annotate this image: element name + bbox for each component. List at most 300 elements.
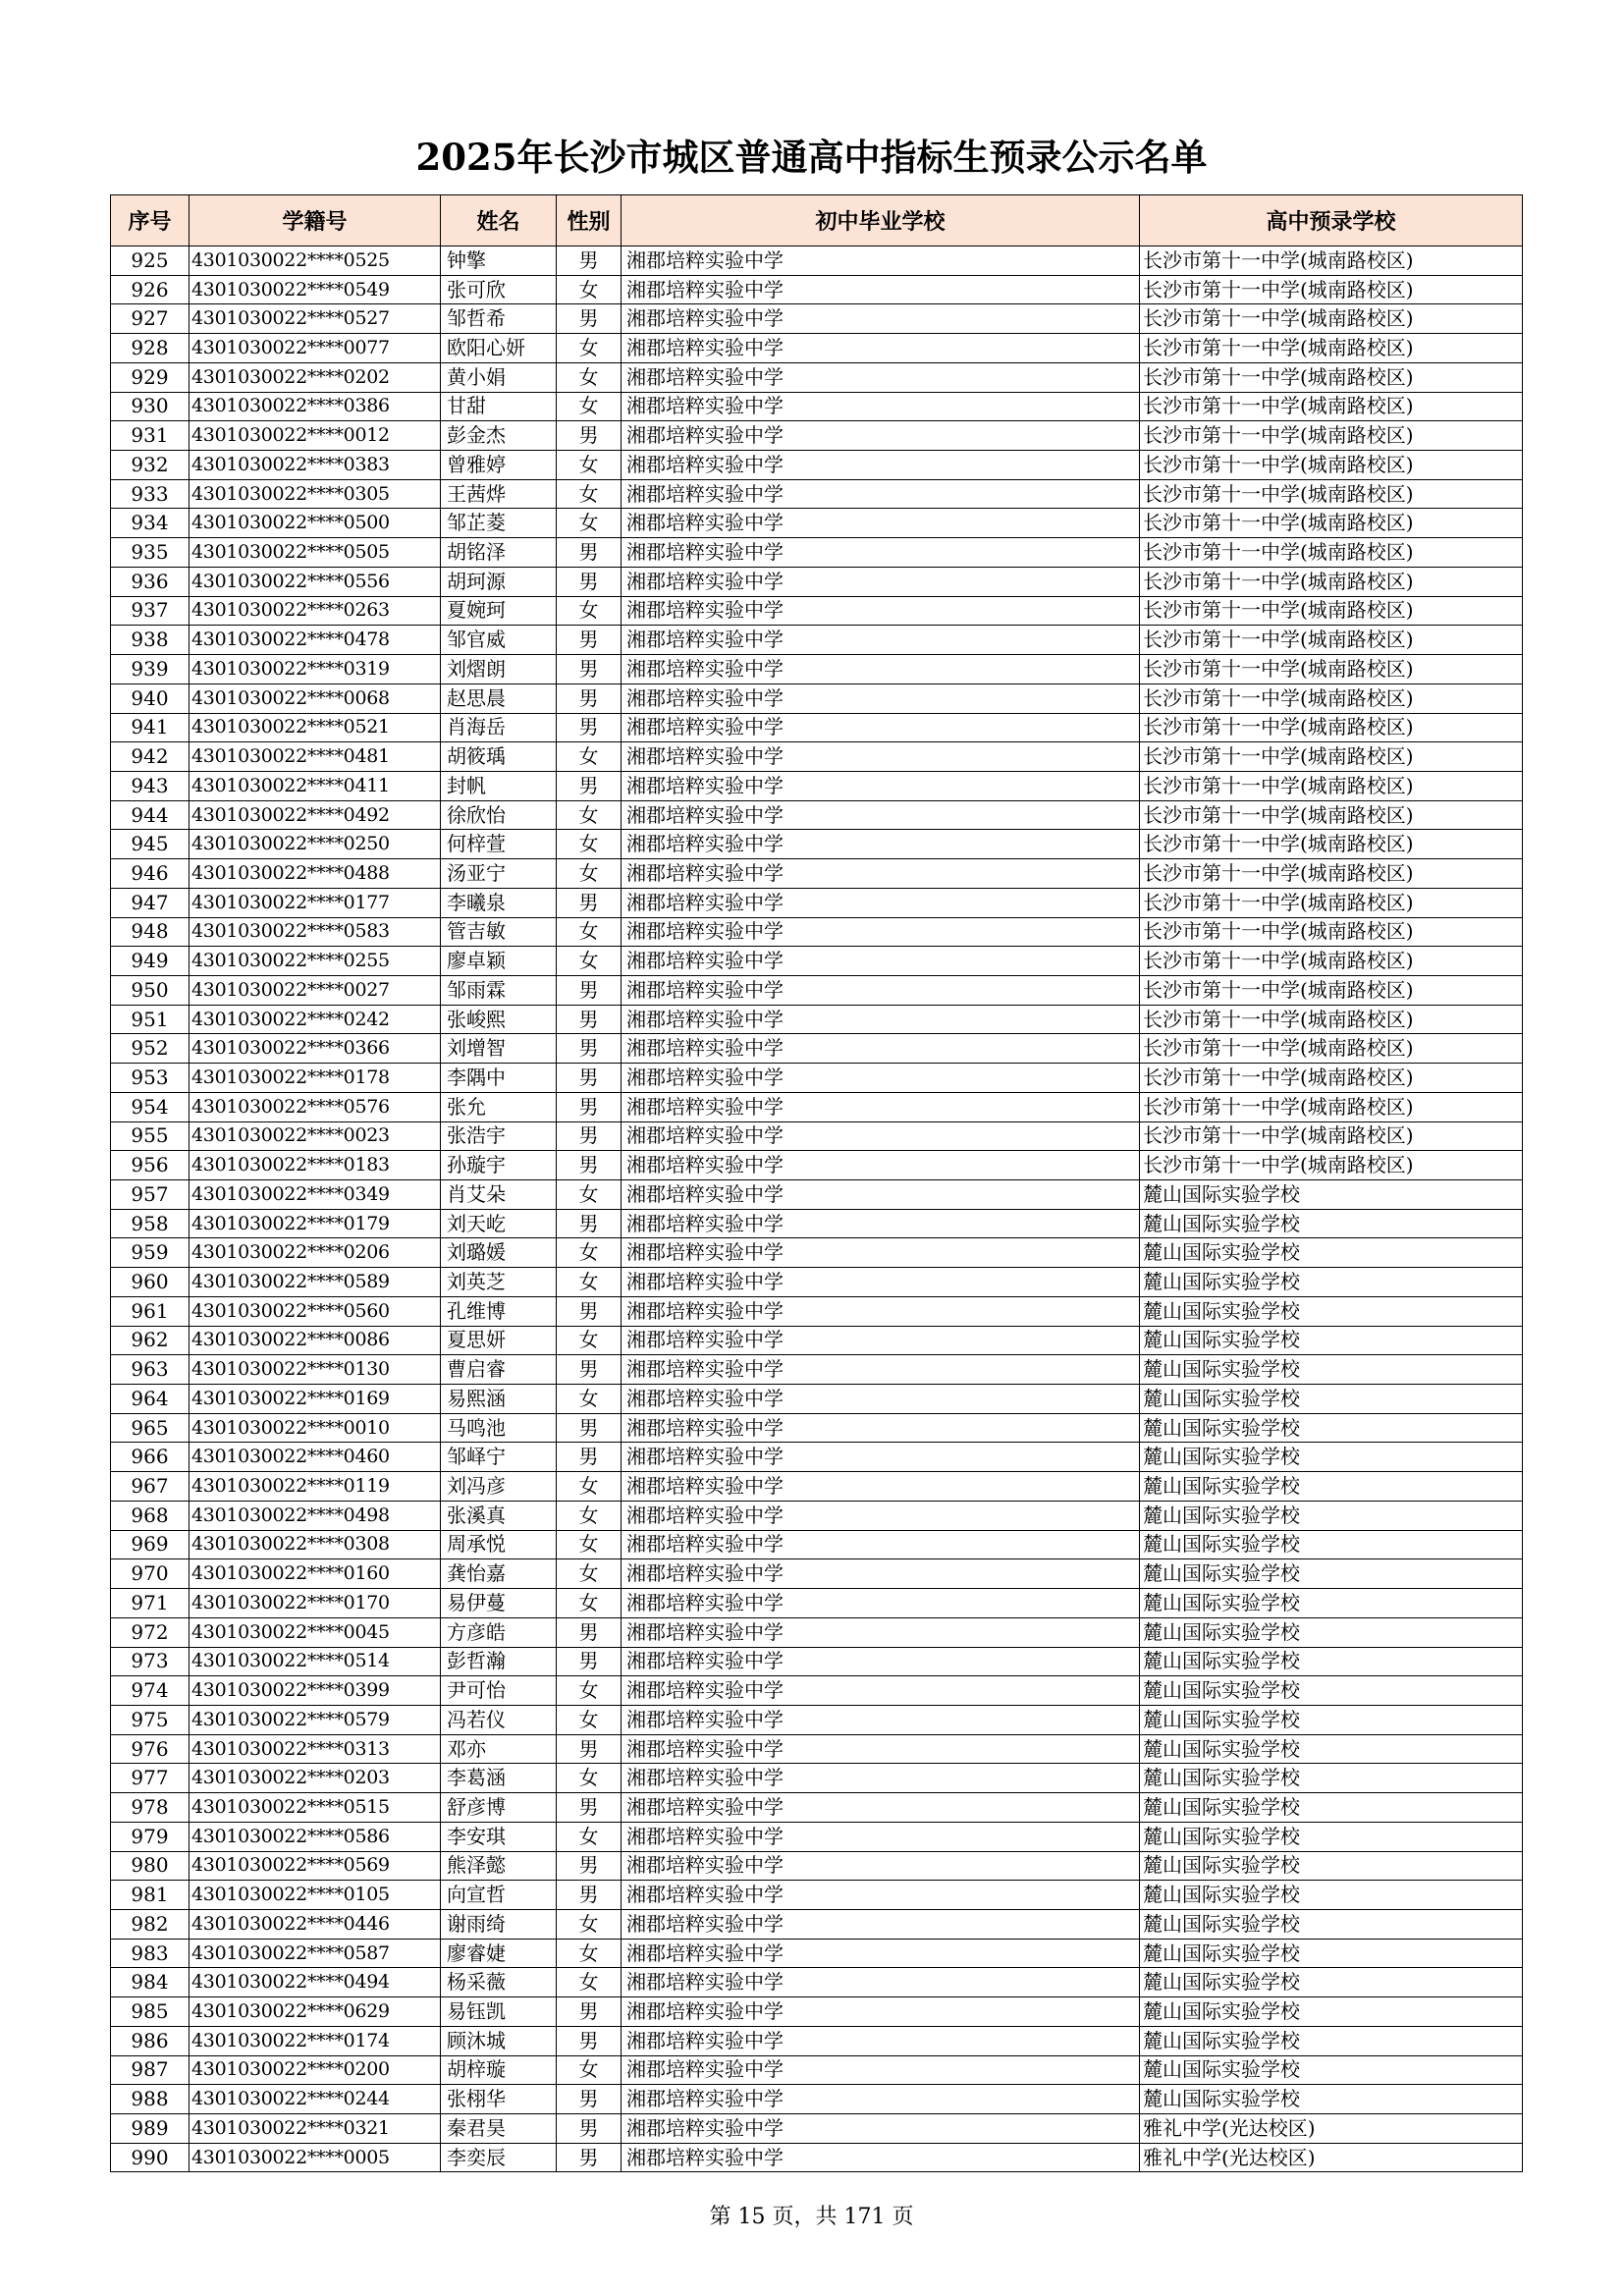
cell-gender: 男 — [557, 1734, 622, 1764]
cell-high-school: 麓山国际实验学校 — [1140, 1296, 1523, 1326]
table-row — [111, 392, 1523, 421]
cell-middle-school: 湘郡培粹实验中学 — [622, 1997, 1140, 2027]
cell-student-id: 4301030022****0305 — [189, 479, 441, 509]
cell-serial-number: 981 — [111, 1881, 189, 1910]
cell-gender: 女 — [557, 451, 622, 480]
cell-high-school: 麓山国际实验学校 — [1140, 1443, 1523, 1472]
cell-serial-number: 930 — [111, 392, 189, 421]
table-row — [111, 275, 1523, 304]
cell-name: 顾沐城 — [441, 2026, 557, 2055]
cell-middle-school: 湘郡培粹实验中学 — [622, 479, 1140, 509]
cell-name: 龚怡嘉 — [441, 1559, 557, 1589]
cell-student-id: 4301030022****0170 — [189, 1589, 441, 1618]
table-row — [111, 362, 1523, 392]
cell-high-school: 长沙市第十一中学(城南路校区) — [1140, 859, 1523, 889]
cell-gender: 男 — [557, 888, 622, 917]
cell-name: 彭金杰 — [441, 421, 557, 451]
cell-serial-number: 931 — [111, 421, 189, 451]
table-row — [111, 451, 1523, 480]
cell-gender: 女 — [557, 1822, 622, 1851]
table-row — [111, 1326, 1523, 1355]
cell-high-school: 麓山国际实验学校 — [1140, 1705, 1523, 1734]
table-row — [111, 1881, 1523, 1910]
cell-student-id: 4301030022****0244 — [189, 2085, 441, 2114]
cell-gender: 男 — [557, 655, 622, 684]
cell-name: 张栩华 — [441, 2085, 557, 2114]
cell-gender: 女 — [557, 1501, 622, 1530]
cell-high-school: 长沙市第十一中学(城南路校区) — [1140, 683, 1523, 713]
cell-student-id: 4301030022****0488 — [189, 859, 441, 889]
cell-serial-number: 984 — [111, 1968, 189, 1997]
cell-name: 甘甜 — [441, 392, 557, 421]
table-row — [111, 421, 1523, 451]
cell-middle-school: 湘郡培粹实验中学 — [622, 1092, 1140, 1121]
table-row — [111, 1034, 1523, 1064]
cell-student-id: 4301030022****0556 — [189, 567, 441, 596]
cell-gender: 男 — [557, 1881, 622, 1910]
cell-gender: 男 — [557, 421, 622, 451]
cell-student-id: 4301030022****0411 — [189, 771, 441, 800]
cell-gender: 女 — [557, 1180, 622, 1210]
cell-name: 张溪真 — [441, 1501, 557, 1530]
cell-high-school: 麓山国际实验学校 — [1140, 1939, 1523, 1968]
cell-student-id: 4301030022****0446 — [189, 1909, 441, 1939]
cell-student-id: 4301030022****0560 — [189, 1296, 441, 1326]
cell-middle-school: 湘郡培粹实验中学 — [622, 1939, 1140, 1968]
cell-middle-school: 湘郡培粹实验中学 — [622, 451, 1140, 480]
cell-gender: 女 — [557, 2055, 622, 2085]
cell-high-school: 长沙市第十一中学(城南路校区) — [1140, 888, 1523, 917]
cell-gender: 男 — [557, 567, 622, 596]
cell-middle-school: 湘郡培粹实验中学 — [622, 771, 1140, 800]
cell-name: 张可欣 — [441, 275, 557, 304]
cell-high-school: 长沙市第十一中学(城南路校区) — [1140, 771, 1523, 800]
cell-serial-number: 970 — [111, 1559, 189, 1589]
table-row — [111, 509, 1523, 538]
cell-high-school: 麓山国际实验学校 — [1140, 1180, 1523, 1210]
cell-serial-number: 987 — [111, 2055, 189, 2085]
cell-gender: 男 — [557, 975, 622, 1005]
cell-high-school: 麓山国际实验学校 — [1140, 1472, 1523, 1502]
cell-serial-number: 988 — [111, 2085, 189, 2114]
cell-middle-school: 湘郡培粹实验中学 — [622, 1734, 1140, 1764]
cell-gender: 女 — [557, 1472, 622, 1502]
cell-middle-school: 湘郡培粹实验中学 — [622, 1326, 1140, 1355]
cell-gender: 男 — [557, 1413, 622, 1443]
cell-gender: 女 — [557, 1676, 622, 1706]
cell-middle-school: 湘郡培粹实验中学 — [622, 596, 1140, 626]
cell-high-school: 麓山国际实验学校 — [1140, 1413, 1523, 1443]
cell-serial-number: 990 — [111, 2143, 189, 2172]
document-title: 2025年长沙市城区普通高中指标生预录公示名单 — [415, 136, 1208, 179]
cell-gender: 男 — [557, 246, 622, 276]
cell-gender: 女 — [557, 1559, 622, 1589]
cell-high-school: 长沙市第十一中学(城南路校区) — [1140, 538, 1523, 568]
cell-student-id: 4301030022****0105 — [189, 1881, 441, 1910]
cell-gender: 女 — [557, 596, 622, 626]
cell-middle-school: 湘郡培粹实验中学 — [622, 509, 1140, 538]
cell-high-school: 麓山国际实验学校 — [1140, 1764, 1523, 1793]
page-footer: 第 15 页，共 171 页 — [709, 2205, 914, 2229]
cell-gender: 男 — [557, 771, 622, 800]
cell-middle-school: 湘郡培粹实验中学 — [622, 655, 1140, 684]
cell-student-id: 4301030022****0177 — [189, 888, 441, 917]
table-row — [111, 1530, 1523, 1559]
cell-gender: 女 — [557, 1326, 622, 1355]
cell-name: 向宣哲 — [441, 1881, 557, 1910]
cell-student-id: 4301030022****0399 — [189, 1676, 441, 1706]
cell-name: 杨采薇 — [441, 1968, 557, 1997]
cell-high-school: 长沙市第十一中学(城南路校区) — [1140, 655, 1523, 684]
cell-student-id: 4301030022****0481 — [189, 742, 441, 772]
cell-serial-number: 929 — [111, 362, 189, 392]
cell-student-id: 4301030022****0629 — [189, 1997, 441, 2027]
table-row — [111, 2143, 1523, 2172]
cell-middle-school: 湘郡培粹实验中学 — [622, 1822, 1140, 1851]
cell-high-school: 麓山国际实验学校 — [1140, 1355, 1523, 1385]
table-row — [111, 1443, 1523, 1472]
cell-name: 李隅中 — [441, 1064, 557, 1093]
cell-name: 邹雨霖 — [441, 975, 557, 1005]
cell-serial-number: 938 — [111, 626, 189, 655]
cell-student-id: 4301030022****0498 — [189, 1501, 441, 1530]
table-row — [111, 830, 1523, 859]
cell-middle-school: 湘郡培粹实验中学 — [622, 1530, 1140, 1559]
cell-serial-number: 977 — [111, 1764, 189, 1793]
cell-name: 曹启睿 — [441, 1355, 557, 1385]
cell-student-id: 4301030022****0527 — [189, 304, 441, 334]
cell-student-id: 4301030022****0521 — [189, 713, 441, 742]
cell-gender: 男 — [557, 1647, 622, 1676]
table-row — [111, 1501, 1523, 1530]
cell-middle-school: 湘郡培粹实验中学 — [622, 1559, 1140, 1589]
table-row — [111, 1676, 1523, 1706]
cell-gender: 男 — [557, 1092, 622, 1121]
cell-name: 李葛涵 — [441, 1764, 557, 1793]
cell-name: 李奕辰 — [441, 2143, 557, 2172]
cell-middle-school: 湘郡培粹实验中学 — [622, 888, 1140, 917]
cell-name: 曾雅婷 — [441, 451, 557, 480]
table-row — [111, 917, 1523, 947]
cell-middle-school: 湘郡培粹实验中学 — [622, 2114, 1140, 2144]
cell-name: 夏思妍 — [441, 1326, 557, 1355]
cell-student-id: 4301030022****0077 — [189, 334, 441, 363]
cell-middle-school: 湘郡培粹实验中学 — [622, 1705, 1140, 1734]
cell-middle-school: 湘郡培粹实验中学 — [622, 830, 1140, 859]
cell-student-id: 4301030022****0308 — [189, 1530, 441, 1559]
cell-name: 胡筱瑀 — [441, 742, 557, 772]
cell-gender: 女 — [557, 1705, 622, 1734]
cell-gender: 男 — [557, 1064, 622, 1093]
cell-high-school: 长沙市第十一中学(城南路校区) — [1140, 917, 1523, 947]
cell-serial-number: 968 — [111, 1501, 189, 1530]
table-row — [111, 1851, 1523, 1881]
table-row — [111, 1151, 1523, 1180]
cell-middle-school: 湘郡培粹实验中学 — [622, 975, 1140, 1005]
cell-middle-school: 湘郡培粹实验中学 — [622, 1472, 1140, 1502]
table-row — [111, 304, 1523, 334]
cell-gender: 男 — [557, 1997, 622, 2027]
cell-student-id: 4301030022****0478 — [189, 626, 441, 655]
table-row — [111, 859, 1523, 889]
cell-high-school: 麓山国际实验学校 — [1140, 1617, 1523, 1647]
cell-high-school: 长沙市第十一中学(城南路校区) — [1140, 304, 1523, 334]
cell-middle-school: 湘郡培粹实验中学 — [622, 362, 1140, 392]
table-row — [111, 1296, 1523, 1326]
cell-name: 邹哲希 — [441, 304, 557, 334]
cell-student-id: 4301030022****0386 — [189, 392, 441, 421]
cell-serial-number: 927 — [111, 304, 189, 334]
table-row — [111, 246, 1523, 276]
cell-student-id: 4301030022****0515 — [189, 1793, 441, 1823]
cell-name: 周承悦 — [441, 1530, 557, 1559]
cell-name: 易钰凯 — [441, 1997, 557, 2027]
table-row — [111, 1472, 1523, 1502]
cell-gender: 男 — [557, 304, 622, 334]
cell-name: 胡铭泽 — [441, 538, 557, 568]
cell-gender: 男 — [557, 713, 622, 742]
cell-name: 孙璇宇 — [441, 1151, 557, 1180]
cell-middle-school: 湘郡培粹实验中学 — [622, 1005, 1140, 1034]
cell-student-id: 4301030022****0160 — [189, 1559, 441, 1589]
cell-name: 刘熠朗 — [441, 655, 557, 684]
header-name: 姓名 — [441, 195, 557, 246]
table-row — [111, 1764, 1523, 1793]
cell-gender: 女 — [557, 479, 622, 509]
cell-serial-number: 942 — [111, 742, 189, 772]
cell-middle-school: 湘郡培粹实验中学 — [622, 1151, 1140, 1180]
cell-gender: 男 — [557, 2026, 622, 2055]
cell-middle-school: 湘郡培粹实验中学 — [622, 1647, 1140, 1676]
cell-student-id: 4301030022****0313 — [189, 1734, 441, 1764]
cell-student-id: 4301030022****0505 — [189, 538, 441, 568]
cell-middle-school: 湘郡培粹实验中学 — [622, 275, 1140, 304]
cell-student-id: 4301030022****0183 — [189, 1151, 441, 1180]
cell-name: 肖海岳 — [441, 713, 557, 742]
cell-serial-number: 983 — [111, 1939, 189, 1968]
cell-student-id: 4301030022****0005 — [189, 2143, 441, 2172]
cell-serial-number: 928 — [111, 334, 189, 363]
cell-serial-number: 973 — [111, 1647, 189, 1676]
cell-high-school: 长沙市第十一中学(城南路校区) — [1140, 626, 1523, 655]
cell-student-id: 4301030022****0203 — [189, 1764, 441, 1793]
cell-gender: 男 — [557, 1209, 622, 1238]
cell-serial-number: 941 — [111, 713, 189, 742]
cell-name: 易伊蔓 — [441, 1589, 557, 1618]
cell-serial-number: 964 — [111, 1385, 189, 1414]
table-row — [111, 1822, 1523, 1851]
cell-high-school: 麓山国际实验学校 — [1140, 1268, 1523, 1297]
table-row — [111, 1005, 1523, 1034]
cell-serial-number: 926 — [111, 275, 189, 304]
cell-middle-school: 湘郡培粹实验中学 — [622, 2055, 1140, 2085]
cell-middle-school: 湘郡培粹实验中学 — [622, 1209, 1140, 1238]
table-row — [111, 1617, 1523, 1647]
cell-middle-school: 湘郡培粹实验中学 — [622, 567, 1140, 596]
cell-gender: 女 — [557, 742, 622, 772]
cell-serial-number: 975 — [111, 1705, 189, 1734]
cell-middle-school: 湘郡培粹实验中学 — [622, 917, 1140, 947]
cell-serial-number: 965 — [111, 1413, 189, 1443]
cell-high-school: 长沙市第十一中学(城南路校区) — [1140, 1121, 1523, 1151]
cell-gender: 男 — [557, 538, 622, 568]
cell-name: 谢雨绮 — [441, 1909, 557, 1939]
cell-name: 熊泽懿 — [441, 1851, 557, 1881]
cell-gender: 男 — [557, 1443, 622, 1472]
cell-middle-school: 湘郡培粹实验中学 — [622, 538, 1140, 568]
cell-high-school: 麓山国际实验学校 — [1140, 1881, 1523, 1910]
cell-middle-school: 湘郡培粹实验中学 — [622, 1413, 1140, 1443]
cell-middle-school: 湘郡培粹实验中学 — [622, 859, 1140, 889]
cell-name: 欧阳心妍 — [441, 334, 557, 363]
cell-gender: 女 — [557, 1238, 622, 1268]
cell-serial-number: 948 — [111, 917, 189, 947]
cell-gender: 女 — [557, 362, 622, 392]
cell-high-school: 麓山国际实验学校 — [1140, 1238, 1523, 1268]
cell-middle-school: 湘郡培粹实验中学 — [622, 304, 1140, 334]
cell-student-id: 4301030022****0263 — [189, 596, 441, 626]
cell-middle-school: 湘郡培粹实验中学 — [622, 1589, 1140, 1618]
cell-name: 刘冯彦 — [441, 1472, 557, 1502]
cell-name: 张浩宇 — [441, 1121, 557, 1151]
cell-serial-number: 935 — [111, 538, 189, 568]
cell-high-school: 长沙市第十一中学(城南路校区) — [1140, 1064, 1523, 1093]
cell-name: 邹芷菱 — [441, 509, 557, 538]
table-row — [111, 947, 1523, 976]
cell-name: 胡珂源 — [441, 567, 557, 596]
table-body — [111, 246, 1523, 2172]
cell-gender: 男 — [557, 1617, 622, 1647]
cell-name: 黄小娟 — [441, 362, 557, 392]
cell-student-id: 4301030022****0494 — [189, 1968, 441, 1997]
cell-high-school: 长沙市第十一中学(城南路校区) — [1140, 1005, 1523, 1034]
cell-name: 胡梓璇 — [441, 2055, 557, 2085]
cell-name: 李曦泉 — [441, 888, 557, 917]
cell-gender: 女 — [557, 859, 622, 889]
cell-high-school: 麓山国际实验学校 — [1140, 1793, 1523, 1823]
cell-serial-number: 986 — [111, 2026, 189, 2055]
cell-middle-school: 湘郡培粹实验中学 — [622, 1793, 1140, 1823]
table-row — [111, 655, 1523, 684]
cell-middle-school: 湘郡培粹实验中学 — [622, 1851, 1140, 1881]
header-serial-number: 序号 — [111, 195, 189, 246]
cell-gender: 女 — [557, 800, 622, 830]
cell-middle-school: 湘郡培粹实验中学 — [622, 742, 1140, 772]
table-row — [111, 1121, 1523, 1151]
cell-high-school: 麓山国际实验学校 — [1140, 1559, 1523, 1589]
cell-serial-number: 944 — [111, 800, 189, 830]
table-row — [111, 1092, 1523, 1121]
cell-student-id: 4301030022****0178 — [189, 1064, 441, 1093]
cell-student-id: 4301030022****0010 — [189, 1413, 441, 1443]
cell-high-school: 麓山国际实验学校 — [1140, 1209, 1523, 1238]
cell-gender: 男 — [557, 1296, 622, 1326]
cell-high-school: 长沙市第十一中学(城南路校区) — [1140, 567, 1523, 596]
cell-middle-school: 湘郡培粹实验中学 — [622, 2143, 1140, 2172]
cell-high-school: 麓山国际实验学校 — [1140, 1676, 1523, 1706]
cell-high-school: 麓山国际实验学校 — [1140, 1851, 1523, 1881]
table-row — [111, 2114, 1523, 2144]
table-row — [111, 1559, 1523, 1589]
cell-student-id: 4301030022****0242 — [189, 1005, 441, 1034]
cell-middle-school: 湘郡培粹实验中学 — [622, 947, 1140, 976]
cell-high-school: 长沙市第十一中学(城南路校区) — [1140, 713, 1523, 742]
cell-name: 方彦皓 — [441, 1617, 557, 1647]
cell-gender: 男 — [557, 1005, 622, 1034]
cell-student-id: 4301030022****0068 — [189, 683, 441, 713]
cell-student-id: 4301030022****0366 — [189, 1034, 441, 1064]
cell-gender: 女 — [557, 392, 622, 421]
cell-high-school: 长沙市第十一中学(城南路校区) — [1140, 275, 1523, 304]
header-high-school: 高中预录学校 — [1140, 195, 1523, 246]
cell-high-school: 长沙市第十一中学(城南路校区) — [1140, 800, 1523, 830]
cell-serial-number: 954 — [111, 1092, 189, 1121]
cell-name: 张允 — [441, 1092, 557, 1121]
cell-student-id: 4301030022****0514 — [189, 1647, 441, 1676]
cell-gender: 男 — [557, 2143, 622, 2172]
cell-gender: 女 — [557, 917, 622, 947]
cell-student-id: 4301030022****0206 — [189, 1238, 441, 1268]
cell-serial-number: 976 — [111, 1734, 189, 1764]
cell-gender: 男 — [557, 1151, 622, 1180]
table-row — [111, 1238, 1523, 1268]
table-row — [111, 975, 1523, 1005]
table-row — [111, 1355, 1523, 1385]
cell-middle-school: 湘郡培粹实验中学 — [622, 1355, 1140, 1385]
cell-serial-number: 936 — [111, 567, 189, 596]
table-row — [111, 800, 1523, 830]
table-row — [111, 567, 1523, 596]
cell-name: 马鸣池 — [441, 1413, 557, 1443]
cell-name: 彭哲瀚 — [441, 1647, 557, 1676]
cell-name: 张峻熙 — [441, 1005, 557, 1034]
cell-gender: 女 — [557, 1939, 622, 1968]
cell-student-id: 4301030022****0576 — [189, 1092, 441, 1121]
cell-high-school: 麓山国际实验学校 — [1140, 2026, 1523, 2055]
cell-middle-school: 湘郡培粹实验中学 — [622, 800, 1140, 830]
cell-gender: 男 — [557, 1121, 622, 1151]
cell-gender: 女 — [557, 947, 622, 976]
table-row — [111, 1968, 1523, 1997]
table-row — [111, 2055, 1523, 2085]
cell-student-id: 4301030022****0319 — [189, 655, 441, 684]
cell-student-id: 4301030022****0250 — [189, 830, 441, 859]
table-row — [111, 334, 1523, 363]
cell-high-school: 长沙市第十一中学(城南路校区) — [1140, 392, 1523, 421]
cell-student-id: 4301030022****0383 — [189, 451, 441, 480]
table-row — [111, 1705, 1523, 1734]
cell-student-id: 4301030022****0174 — [189, 2026, 441, 2055]
cell-student-id: 4301030022****0500 — [189, 509, 441, 538]
cell-serial-number: 946 — [111, 859, 189, 889]
cell-name: 易熙涵 — [441, 1385, 557, 1414]
cell-serial-number: 985 — [111, 1997, 189, 2027]
cell-gender: 女 — [557, 1530, 622, 1559]
cell-student-id: 4301030022****0549 — [189, 275, 441, 304]
cell-name: 夏婉珂 — [441, 596, 557, 626]
cell-gender: 女 — [557, 1764, 622, 1793]
cell-serial-number: 947 — [111, 888, 189, 917]
cell-gender: 男 — [557, 683, 622, 713]
cell-middle-school: 湘郡培粹实验中学 — [622, 1268, 1140, 1297]
table-row — [111, 1734, 1523, 1764]
cell-serial-number: 974 — [111, 1676, 189, 1706]
cell-gender: 女 — [557, 1385, 622, 1414]
cell-serial-number: 959 — [111, 1238, 189, 1268]
table-row — [111, 2026, 1523, 2055]
cell-student-id: 4301030022****0586 — [189, 1822, 441, 1851]
cell-serial-number: 953 — [111, 1064, 189, 1093]
